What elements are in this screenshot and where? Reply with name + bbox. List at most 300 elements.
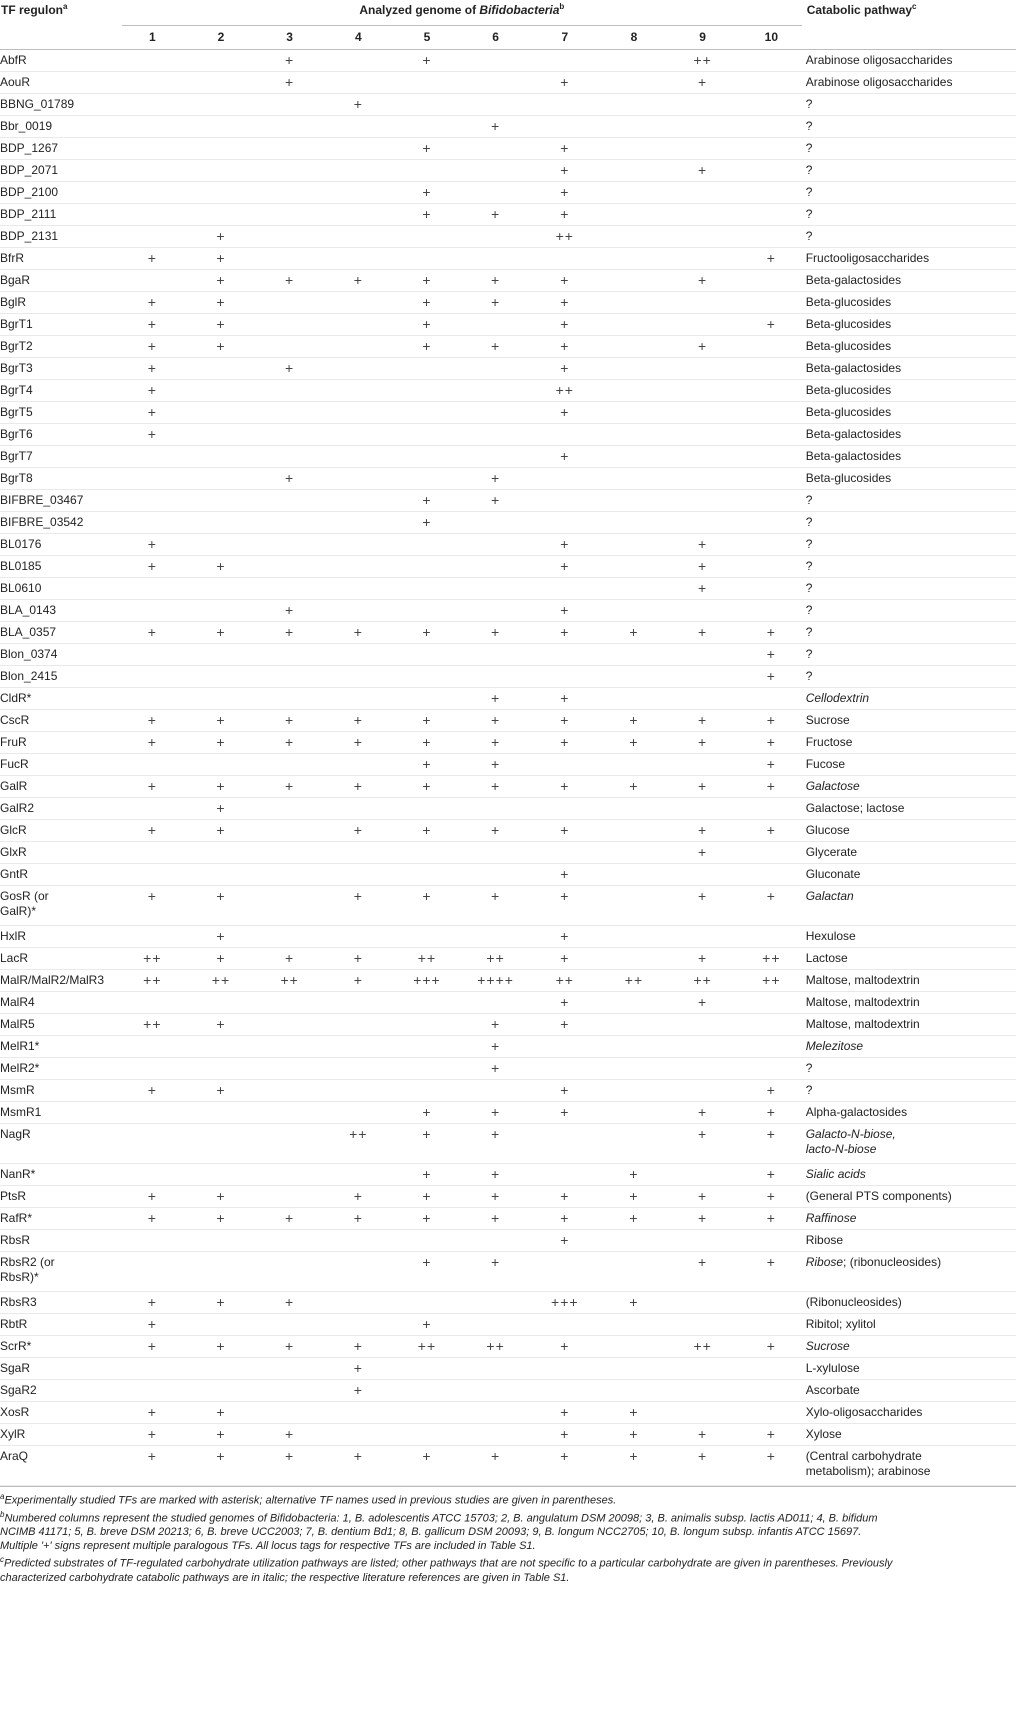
presence-mark <box>461 182 530 204</box>
presence-mark: + <box>422 1254 432 1270</box>
presence-mark <box>600 1314 669 1336</box>
presence-mark <box>393 1358 462 1380</box>
presence-mark <box>600 204 669 226</box>
presence-mark: + <box>560 866 570 882</box>
presence-mark: + <box>147 712 157 728</box>
presence-mark <box>255 556 324 578</box>
catabolic-pathway: Fucose <box>805 757 846 771</box>
presence-mark <box>737 226 806 248</box>
tf-regulon-name: BgrT8 <box>0 471 33 485</box>
presence-mark: + <box>698 888 708 904</box>
presence-mark <box>668 600 737 622</box>
catabolic-pathway: ? <box>805 581 813 595</box>
presence-mark <box>461 1314 530 1336</box>
presence-mark: + <box>285 1210 295 1226</box>
presence-mark <box>461 138 530 160</box>
footnote-b: $^b$Numbered columns represent the studied genomes of Bifidobacteria: 1, B. adolescentis ATCC 15703; 2, B. angulatum DSM 20098; 3, B. animalis subsp. lactis AD011; 4, B. bifidum <box>0 1509 878 1525</box>
presence-mark: + <box>491 756 501 772</box>
presence-mark <box>668 1358 737 1380</box>
presence-mark: + <box>698 1210 708 1226</box>
presence-mark: + <box>422 624 432 640</box>
presence-mark <box>255 1252 324 1292</box>
tf-regulon-name: GlxR <box>0 845 27 859</box>
presence-mark <box>668 926 737 948</box>
tf-regulon-name: BIFBRE_03542 <box>0 515 84 529</box>
presence-mark <box>600 1230 669 1252</box>
presence-mark <box>668 380 737 402</box>
presence-mark <box>461 1358 530 1380</box>
tf-regulon-name: AbfR <box>0 53 27 67</box>
presence-mark: + <box>353 712 363 728</box>
table-row <box>0 622 1016 644</box>
presence-mark: + <box>560 712 570 728</box>
presence-mark <box>600 1036 669 1058</box>
catabolic-pathway: (General PTS components) <box>805 1189 952 1203</box>
presence-mark <box>668 358 737 380</box>
presence-mark <box>737 842 806 864</box>
presence-mark: + <box>216 712 226 728</box>
presence-mark <box>393 666 462 688</box>
presence-mark: + <box>629 1404 639 1420</box>
presence-mark: ++ <box>693 972 712 988</box>
presence-mark: + <box>285 1426 295 1442</box>
presence-mark: + <box>147 316 157 332</box>
table-row <box>0 644 1016 666</box>
presence-mark <box>600 270 669 292</box>
table-row <box>0 600 1016 622</box>
presence-mark <box>187 688 256 710</box>
presence-mark: + <box>422 756 432 772</box>
tf-regulon-name: BgrT6 <box>0 427 33 441</box>
presence-mark <box>461 1424 530 1446</box>
table-row <box>0 842 1016 864</box>
presence-mark: + <box>766 1254 776 1270</box>
presence-mark <box>393 94 462 116</box>
presence-mark <box>737 336 806 358</box>
presence-mark <box>187 534 256 556</box>
presence-mark <box>324 160 393 182</box>
presence-mark <box>118 600 187 622</box>
header-genome: Analyzed genome of Bifidobacteria$^b$ <box>118 0 806 25</box>
presence-mark: + <box>491 1448 501 1464</box>
tf-regulon-name: BgrT3 <box>0 361 33 375</box>
presence-mark: + <box>147 360 157 376</box>
tf-regulon-name: GlcR <box>0 823 27 837</box>
presence-mark: + <box>560 822 570 838</box>
presence-mark: + <box>560 1082 570 1098</box>
presence-mark: ++++ <box>477 972 514 988</box>
presence-mark <box>324 402 393 424</box>
presence-mark <box>461 1230 530 1252</box>
presence-mark: + <box>147 1448 157 1464</box>
presence-mark <box>530 666 600 688</box>
presence-mark: + <box>147 426 157 442</box>
table-body <box>0 50 1016 1486</box>
presence-mark <box>600 468 669 490</box>
table-row <box>0 380 1016 402</box>
presence-mark <box>324 424 393 446</box>
catabolic-pathway: Beta-glucosides <box>805 405 892 419</box>
presence-mark: + <box>766 734 776 750</box>
presence-mark: + <box>629 1188 639 1204</box>
presence-mark <box>187 600 256 622</box>
presence-mark: + <box>353 950 363 966</box>
table-row <box>0 138 1016 160</box>
presence-mark: + <box>766 712 776 728</box>
presence-mark <box>737 204 806 226</box>
presence-mark: ++ <box>211 972 231 988</box>
presence-mark <box>461 534 530 556</box>
presence-mark <box>737 116 806 138</box>
presence-mark <box>600 842 669 864</box>
presence-mark: + <box>560 928 570 944</box>
presence-mark: + <box>698 74 708 90</box>
presence-mark <box>737 424 806 446</box>
presence-mark <box>668 1080 737 1102</box>
presence-mark <box>118 1124 187 1164</box>
footnote-b-line3: Multiple '+' signs represent multiple paralogous TFs. All locus tags for respective TFs are included in Table S1. <box>0 1540 536 1553</box>
presence-mark: + <box>766 668 776 684</box>
table-row <box>0 1380 1016 1402</box>
presence-mark: ++ <box>280 972 299 988</box>
presence-mark <box>600 182 669 204</box>
presence-mark: + <box>491 1210 501 1226</box>
catabolic-pathway: ? <box>805 1061 813 1075</box>
presence-mark: + <box>560 140 570 156</box>
presence-mark <box>600 886 669 926</box>
presence-mark <box>118 138 187 160</box>
presence-mark <box>668 292 737 314</box>
presence-mark <box>668 1402 737 1424</box>
tf-regulon-name: GalR2 <box>0 801 35 815</box>
presence-mark: + <box>216 1082 226 1098</box>
presence-mark <box>187 468 256 490</box>
catabolic-pathway: ? <box>805 559 813 573</box>
presence-mark <box>118 468 187 490</box>
genome-number-header: 3 <box>286 30 293 44</box>
tf-regulon-name: BgrT5 <box>0 405 33 419</box>
catabolic-pathway: (Ribonucleosides) <box>805 1295 902 1309</box>
catabolic-pathway: ? <box>805 185 813 199</box>
presence-mark <box>600 948 669 970</box>
presence-mark: + <box>422 140 432 156</box>
presence-mark: + <box>560 316 570 332</box>
header-spacer <box>806 25 1016 50</box>
presence-mark <box>255 820 324 842</box>
tf-regulon-name: GalR <box>0 779 28 793</box>
presence-mark: + <box>560 448 570 464</box>
presence-mark <box>324 556 393 578</box>
presence-mark <box>600 864 669 886</box>
presence-mark <box>737 864 806 886</box>
presence-mark <box>737 50 806 72</box>
table-row <box>0 776 1016 798</box>
presence-mark <box>737 490 806 512</box>
footnote-a: $^a$Experimentally studied TFs are marked with asterisk; alternative TF names used in previous studies are given in parentheses. <box>0 1492 617 1507</box>
presence-mark <box>600 446 669 468</box>
tf-regulon-name: BBNG_01789 <box>0 97 75 111</box>
presence-mark: ++ <box>555 228 574 244</box>
presence-mark <box>668 226 737 248</box>
presence-mark: + <box>766 1448 776 1464</box>
table-row <box>0 666 1016 688</box>
presence-mark <box>461 380 530 402</box>
presence-mark <box>600 292 669 314</box>
presence-mark <box>324 1102 393 1124</box>
presence-mark <box>393 1424 462 1446</box>
presence-mark: + <box>285 470 295 486</box>
catabolic-pathway: ? <box>805 625 813 639</box>
presence-mark <box>393 556 462 578</box>
presence-mark: + <box>766 822 776 838</box>
presence-mark: + <box>491 294 501 310</box>
presence-mark <box>324 1014 393 1036</box>
presence-mark: + <box>698 558 708 574</box>
tf-regulon-name: BLA_0357 <box>0 625 57 639</box>
presence-mark: + <box>285 74 295 90</box>
presence-mark: + <box>560 558 570 574</box>
tf-regulon-name: BglR <box>0 295 27 309</box>
presence-mark <box>530 1036 600 1058</box>
tf-regulon-name: SgaR <box>0 1361 31 1375</box>
presence-mark <box>255 116 324 138</box>
presence-mark: + <box>216 1188 226 1204</box>
presence-mark: + <box>698 822 708 838</box>
presence-mark: + <box>698 1126 708 1142</box>
presence-mark: + <box>698 950 708 966</box>
table-row <box>0 970 1016 992</box>
presence-mark: + <box>629 1294 639 1310</box>
presence-mark: + <box>560 778 570 794</box>
presence-mark: + <box>560 1188 570 1204</box>
presence-mark <box>324 578 393 600</box>
catabolic-pathway: Lactose <box>805 951 848 965</box>
table-row <box>0 732 1016 754</box>
footnotes <box>0 1486 1016 1585</box>
presence-mark <box>118 226 187 248</box>
presence-mark: + <box>147 404 157 420</box>
presence-mark: + <box>560 272 570 288</box>
presence-mark: + <box>491 778 501 794</box>
presence-mark: + <box>560 734 570 750</box>
presence-mark <box>737 292 806 314</box>
presence-mark <box>393 534 462 556</box>
presence-mark <box>668 644 737 666</box>
presence-mark: + <box>629 778 639 794</box>
presence-mark <box>668 446 737 468</box>
catabolic-pathway: Raffinose <box>805 1211 857 1225</box>
presence-mark <box>530 512 600 534</box>
presence-mark: + <box>285 1448 295 1464</box>
presence-mark: + <box>491 690 501 706</box>
presence-mark <box>187 72 256 94</box>
presence-mark: + <box>216 1294 226 1310</box>
presence-mark <box>187 1102 256 1124</box>
presence-mark: + <box>422 206 432 222</box>
presence-mark <box>530 248 600 270</box>
presence-mark <box>393 1402 462 1424</box>
presence-mark: + <box>560 162 570 178</box>
presence-mark: + <box>147 338 157 354</box>
header-row-main <box>0 0 1016 25</box>
presence-mark: + <box>216 800 226 816</box>
presence-mark <box>324 1314 393 1336</box>
presence-mark <box>668 1380 737 1402</box>
presence-mark <box>324 72 393 94</box>
presence-mark <box>461 992 530 1014</box>
header-tf-regulon: TF regulon$^a$ <box>1 2 68 17</box>
catabolic-pathway: Arabinose oligosaccharides <box>805 75 953 89</box>
table-row <box>0 94 1016 116</box>
presence-mark <box>255 512 324 534</box>
tf-regulon-name: RbsR <box>0 1233 31 1247</box>
table-row <box>0 578 1016 600</box>
presence-mark <box>600 1058 669 1080</box>
presence-mark: + <box>353 96 363 112</box>
presence-mark <box>393 1014 462 1036</box>
presence-mark: + <box>629 1426 639 1442</box>
presence-mark <box>255 248 324 270</box>
presence-mark <box>118 116 187 138</box>
table-row <box>0 1186 1016 1208</box>
presence-mark: + <box>698 1254 708 1270</box>
presence-mark: + <box>285 778 295 794</box>
presence-mark <box>393 116 462 138</box>
catabolic-pathway: Beta-galactosides <box>805 427 902 441</box>
presence-mark: + <box>353 1382 363 1398</box>
presence-mark <box>461 160 530 182</box>
tf-regulon-name: BDP_2071 <box>0 163 59 177</box>
catabolic-pathway: (Central carbohydrate metabolism); arabinose <box>805 1449 931 1478</box>
presence-mark: + <box>560 1210 570 1226</box>
presence-mark: + <box>353 778 363 794</box>
presence-mark: + <box>698 712 708 728</box>
presence-mark <box>393 992 462 1014</box>
presence-mark: + <box>629 624 639 640</box>
tf-regulon-name: NagR <box>0 1127 31 1141</box>
presence-mark <box>668 754 737 776</box>
table-row <box>0 820 1016 842</box>
catabolic-pathway: Maltose, maltodextrin <box>805 973 920 987</box>
presence-mark <box>600 50 669 72</box>
presence-mark <box>668 94 737 116</box>
table-row <box>0 314 1016 336</box>
presence-mark <box>461 1402 530 1424</box>
table-row <box>0 1446 1016 1486</box>
presence-mark <box>600 578 669 600</box>
table-row <box>0 534 1016 556</box>
presence-mark <box>324 666 393 688</box>
presence-mark <box>255 1230 324 1252</box>
table-row <box>0 926 1016 948</box>
presence-mark <box>324 490 393 512</box>
presence-mark: + <box>629 1166 639 1182</box>
presence-mark <box>737 182 806 204</box>
table-row <box>0 688 1016 710</box>
presence-mark <box>255 864 324 886</box>
presence-mark <box>600 358 669 380</box>
presence-mark <box>187 424 256 446</box>
presence-mark: + <box>216 624 226 640</box>
tf-regulon-name: Blon_2415 <box>0 669 58 683</box>
catabolic-pathway: Beta-galactosides <box>805 449 902 463</box>
presence-mark <box>668 490 737 512</box>
presence-mark: + <box>147 1426 157 1442</box>
presence-mark: + <box>629 1210 639 1226</box>
catabolic-pathway: Glucose <box>805 823 850 837</box>
presence-mark <box>393 380 462 402</box>
presence-mark <box>324 1058 393 1080</box>
presence-mark <box>600 138 669 160</box>
catabolic-pathway: ? <box>805 229 813 243</box>
tf-regulon-name: RbtR <box>0 1317 28 1331</box>
presence-mark <box>530 1124 600 1164</box>
catabolic-pathway: Sucrose <box>805 713 850 727</box>
table-row <box>0 1358 1016 1380</box>
presence-mark: + <box>698 162 708 178</box>
presence-mark <box>600 1102 669 1124</box>
catabolic-pathway: Alpha-galactosides <box>805 1105 908 1119</box>
presence-mark <box>255 94 324 116</box>
presence-mark <box>393 358 462 380</box>
presence-mark <box>737 1036 806 1058</box>
presence-mark <box>600 512 669 534</box>
presence-mark <box>324 798 393 820</box>
catabolic-pathway: Melezitose <box>805 1039 864 1053</box>
presence-mark: + <box>147 250 157 266</box>
presence-mark <box>393 72 462 94</box>
presence-mark <box>187 578 256 600</box>
catabolic-pathway: ? <box>805 207 813 221</box>
presence-mark: + <box>216 928 226 944</box>
genome-number-header: 9 <box>699 30 706 44</box>
presence-mark: + <box>216 1426 226 1442</box>
presence-mark: + <box>422 1316 432 1332</box>
presence-mark <box>255 886 324 926</box>
presence-mark <box>668 1292 737 1314</box>
presence-mark <box>187 402 256 424</box>
presence-mark <box>461 644 530 666</box>
presence-mark: + <box>147 822 157 838</box>
tf-regulon-name: CldR* <box>0 691 32 705</box>
presence-mark <box>187 1230 256 1252</box>
presence-mark: + <box>216 316 226 332</box>
presence-mark: + <box>766 778 776 794</box>
presence-mark <box>324 116 393 138</box>
presence-mark: + <box>560 206 570 222</box>
presence-mark <box>530 578 600 600</box>
presence-mark: + <box>491 624 501 640</box>
table-row <box>0 446 1016 468</box>
tf-regulon-name: CscR <box>0 713 30 727</box>
catabolic-pathway: Hexulose <box>805 929 856 943</box>
presence-mark <box>187 446 256 468</box>
presence-mark <box>118 666 187 688</box>
tf-regulon-name: AraQ <box>0 1449 29 1463</box>
presence-mark: + <box>560 1338 570 1354</box>
table-row <box>0 1102 1016 1124</box>
presence-mark <box>255 336 324 358</box>
presence-mark <box>118 270 187 292</box>
table-row <box>0 1058 1016 1080</box>
presence-mark <box>600 754 669 776</box>
presence-mark: ++ <box>143 950 162 966</box>
presence-mark <box>600 72 669 94</box>
presence-mark <box>324 512 393 534</box>
presence-mark: + <box>560 1016 570 1032</box>
presence-mark <box>118 1164 187 1186</box>
presence-mark: + <box>422 1448 432 1464</box>
